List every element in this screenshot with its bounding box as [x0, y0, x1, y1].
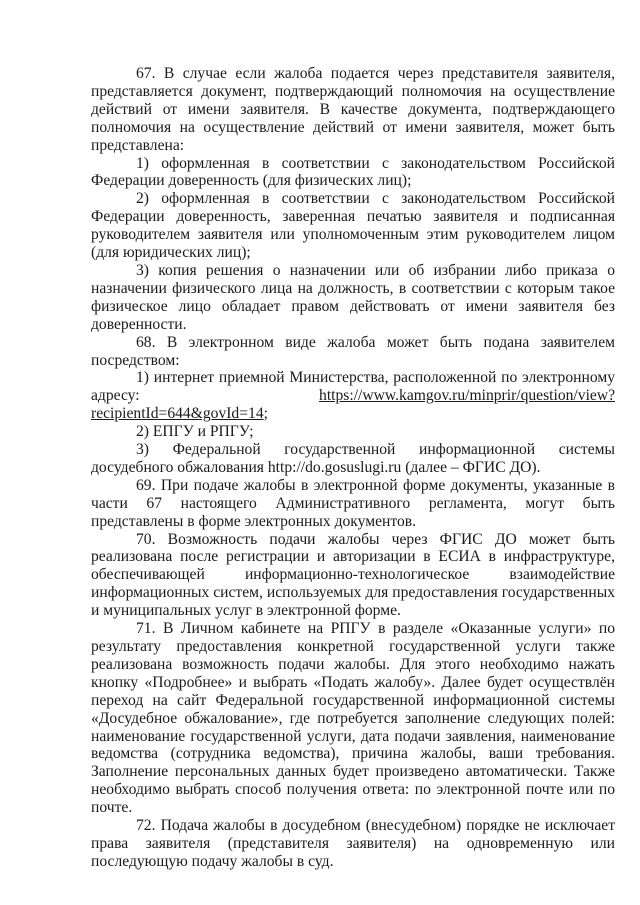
paragraph-number: 67.	[136, 65, 156, 82]
list-item-67-3	[91, 262, 615, 334]
list-item-68-3	[91, 441, 615, 477]
list-item-text: 2) ЕПГУ и РПГУ;	[136, 423, 254, 441]
list-item-67-2	[91, 190, 615, 262]
paragraph-number: 70.	[136, 530, 156, 548]
paragraph-text: В электронном виде жалоба может быть подана заявителем посредством:	[91, 333, 615, 369]
list-item-68-1	[91, 369, 615, 423]
list-item-text: 1) оформленная в соответствии с законодательством Российской Федерации доверенность (для физических лиц);	[91, 154, 615, 190]
list-item-text: 3) копия решения о назначении или об избрании либо приказа о назначении физического лица на должность, в соответствии с которым такое физическое лицо обладает правом действовать от имени заявителя без доверенности.	[91, 261, 615, 333]
paragraph-text: Подача жалобы в досудебном (внесудебном) порядке не исключает права заявителя (представителя заявителя) на одновременную или последующую подачу жалобы в суд.	[91, 817, 616, 870]
paragraph-number: 69.	[136, 476, 156, 494]
paragraph-69	[91, 477, 615, 531]
list-item-68-2	[91, 423, 615, 441]
paragraph-text: В Личном кабинете на РПГУ в разделе «Оказанные услуги» по результату предоставления конкретной государственной услуги также реализована возможность подачи жалобы. Для этого необходимо нажать кнопку «Подробнее» и выбрать «Подать жалобу». Далее будет осуществлён переход на сайт Федеральной государственной информационной системы «Досудебное обжалование», где потребуется заполнение следующих полей: наименование государственной услуги, дата подачи заявления, наименование ведомства (сотрудника ведомства), причина жалобы, ваши требования. Заполнение персональных данных будет произведено автоматически. Также необходимо выбрать способ получения ответа: по электронной почте или по почте.	[91, 620, 615, 817]
list-item-text: 2) оформленная в соответствии с законодательством Российской Федерации доверенность, заверенная печатью заявителя и подписанная руководителем заявителя или уполномоченным этим руководителем лицом (для юридических лиц);	[91, 190, 615, 262]
paragraph-text: При подаче жалобы в электронной форме документы, указанные в части 67 настоящего Административного регламента, могут быть представлены в форме электронных документов.	[91, 476, 615, 530]
paragraph-number: 71.	[136, 620, 156, 638]
paragraph-number: 68.	[136, 333, 156, 351]
list-item-text: 3) Федеральной государственной информационной системы досудебного обжалования http://do.gosuslugi.ru (далее – ФГИС ДО).	[91, 441, 615, 476]
paragraph-67	[91, 65, 615, 155]
list-item-67-1	[91, 155, 615, 191]
paragraph-text: Возможность подачи жалобы через ФГИС ДО может быть реализована после регистрации и авторизации в ЕСИА в инфраструктуре, обеспечивающей информационно-технологическое взаимодействие информационных систем, используемых для предоставления государственных и муниципальных услуг в электронной форме.	[91, 530, 615, 620]
reception-url-link[interactable]: https://www.kamgov.ru/minprir/question/view?recipientId=644&govId=14	[91, 387, 615, 423]
document-body	[91, 65, 615, 871]
paragraph-68	[91, 334, 615, 370]
paragraph-70	[91, 531, 615, 621]
paragraph-72	[91, 817, 615, 871]
paragraph-number: 72.	[136, 817, 156, 835]
list-item-text: 1) интернет приемной Министерства, расположенной по электронному адресу:	[91, 369, 615, 405]
paragraph-text: В случае если жалоба подается через представителя заявителя, представляется документ, подтверждающий полномочия на осуществление действий от имени заявителя. В качестве документа, подтверждающего полномочия на осуществление действий от имени заявителя, может быть представлена:	[91, 65, 615, 154]
list-item-text-end: ;	[263, 405, 268, 423]
paragraph-71	[91, 620, 615, 817]
